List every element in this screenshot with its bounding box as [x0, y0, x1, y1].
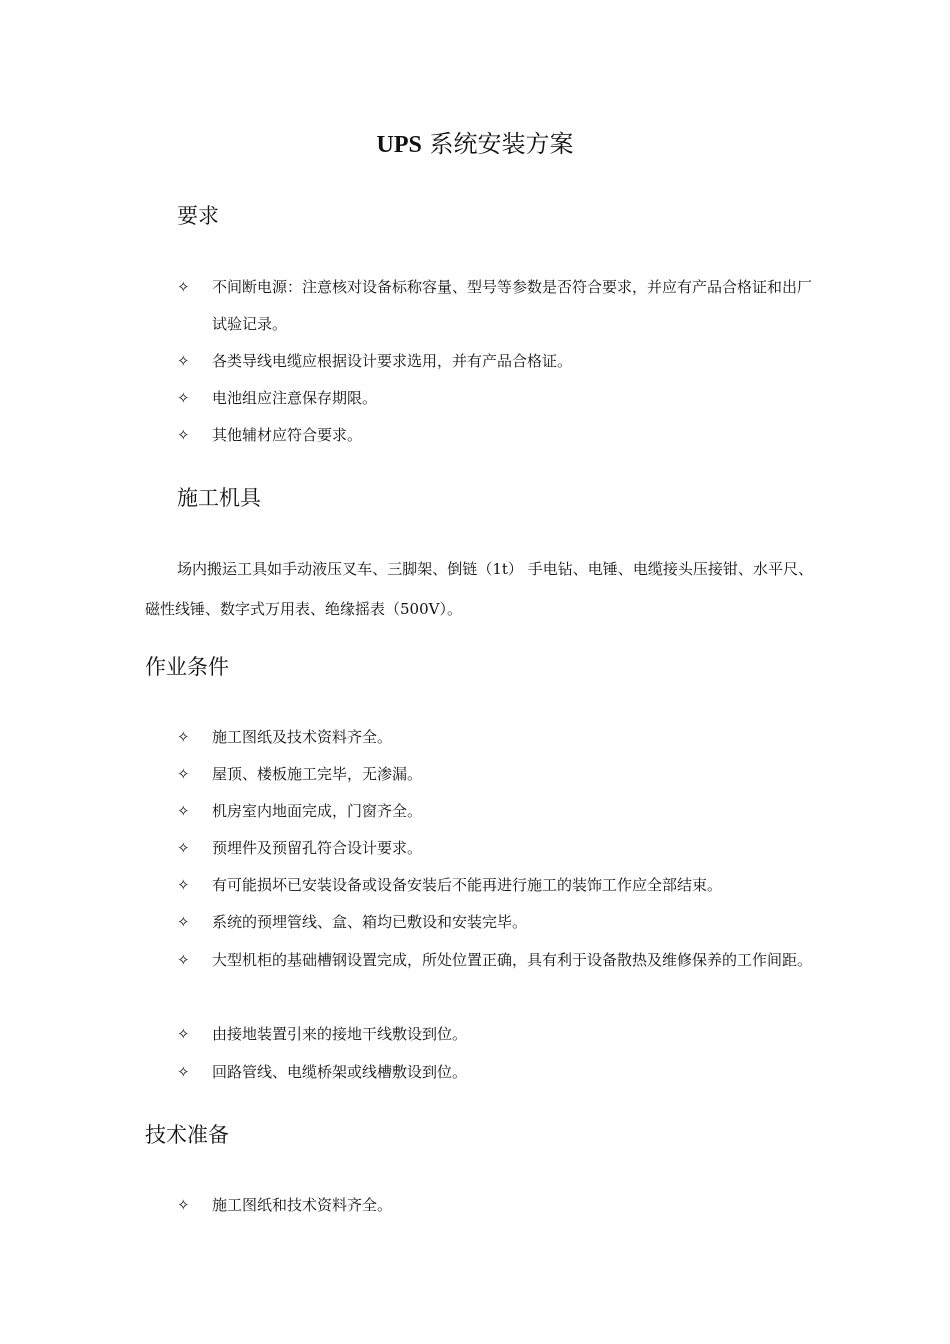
tools-paragraph: 场内搬运工具如手动液压叉车、三脚架、倒链（1t） 手电钻、电锤、电缆接头压接钳、水平尺、磁性线锤、数字式万用表、绝缘摇表（500V）。 — [145, 560, 813, 618]
list-item — [177, 1016, 817, 1053]
section-heading-requirements: 要求 — [177, 204, 219, 228]
bullet-icon: ✧ — [177, 1063, 190, 1081]
bullet-icon: ✧ — [177, 839, 190, 857]
list-item — [177, 1187, 817, 1224]
bullet-icon: ✧ — [177, 913, 190, 931]
list-item — [177, 417, 817, 454]
list-item-text: 有可能损坏已安装设备或设备安装后不能再进行施工的装饰工作应全部结束。 — [212, 876, 723, 894]
list-item-text: 机房室内地面完成，门窗齐全。 — [212, 802, 423, 820]
section-heading-conditions: 作业条件 — [145, 655, 229, 679]
list-item — [177, 904, 817, 941]
list-item-text: 大型机柜的基础槽钢设置完成，所处位置正确，具有利于设备散热及维修保养的工作间距。 — [212, 951, 813, 969]
list-item — [177, 793, 817, 830]
list-item-text: 施工图纸及技术资料齐全。 — [212, 728, 393, 746]
list-item — [177, 269, 817, 343]
list-item-text: 预埋件及预留孔符合设计要求。 — [212, 839, 423, 857]
bullet-icon: ✧ — [177, 352, 190, 370]
section-heading-tech-prep: 技术准备 — [145, 1123, 229, 1147]
list-item — [177, 867, 817, 904]
list-item — [177, 380, 817, 417]
list-item — [177, 756, 817, 793]
bullet-icon: ✧ — [177, 1025, 190, 1043]
bullet-icon: ✧ — [177, 278, 190, 296]
title-latin: UPS — [376, 132, 422, 158]
bullet-icon: ✧ — [177, 765, 190, 783]
bullet-icon: ✧ — [177, 802, 190, 820]
list-item-text: 施工图纸和技术资料齐全。 — [212, 1196, 393, 1214]
page-title — [0, 126, 950, 163]
bullet-icon: ✧ — [177, 389, 190, 407]
list-item-text: 各类导线电缆应根据设计要求选用，并有产品合格证。 — [212, 352, 573, 370]
bullet-icon: ✧ — [177, 426, 190, 444]
list-item-text: 不间断电源：注意核对设备标称容量、型号等参数是否符合要求，并应有产品合格证和出厂试验记录。 — [212, 278, 813, 333]
list-item-text: 由接地装置引来的接地干线敷设到位。 — [212, 1025, 468, 1043]
list-item-text: 电池组应注意保存期限。 — [212, 389, 378, 407]
bullet-icon: ✧ — [177, 728, 190, 746]
list-item-text: 屋顶、楼板施工完毕，无渗漏。 — [212, 765, 423, 783]
list-item-text: 其他辅材应符合要求。 — [212, 426, 363, 444]
list-item — [177, 942, 817, 979]
list-item — [177, 1054, 817, 1091]
list-item-text: 回路管线、电缆桥架或线槽敷设到位。 — [212, 1063, 468, 1081]
list-item-text: 系统的预埋管线、盒、箱均已敷设和安装完毕。 — [212, 913, 528, 931]
bullet-icon: ✧ — [177, 951, 190, 969]
section-heading-tools: 施工机具 — [177, 486, 261, 510]
bullet-icon: ✧ — [177, 1196, 190, 1214]
bullet-icon: ✧ — [177, 876, 190, 894]
list-item — [177, 343, 817, 380]
list-item — [177, 830, 817, 867]
title-text: 系统安装方案 — [421, 130, 574, 158]
list-item — [177, 719, 817, 756]
